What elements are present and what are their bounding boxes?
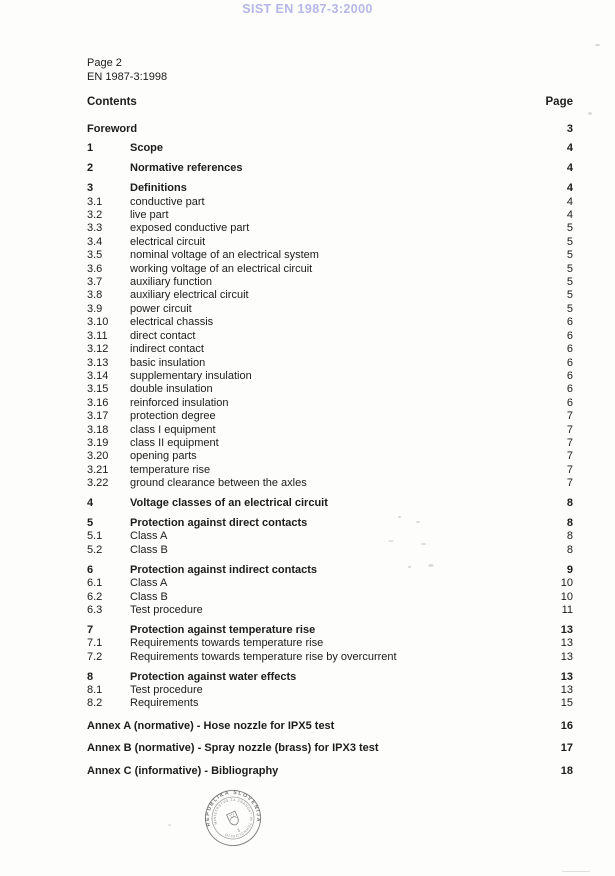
toc-entry-number: 3.19 (87, 436, 109, 449)
toc-entry-title: working voltage of an electrical circuit (130, 262, 313, 275)
toc-entry-page: 7 (566, 463, 573, 476)
toc-entry-page: 5 (566, 276, 573, 289)
toc-row (87, 289, 573, 302)
toc-entry-number: 3.11 (87, 329, 108, 342)
toc-row (87, 637, 573, 650)
toc-row (87, 182, 573, 195)
toc-row (87, 410, 573, 423)
toc-entry-number: 3.1 (87, 195, 103, 208)
toc-entry-title: Requirements (130, 697, 199, 710)
toc-entry-page: 6 (566, 343, 573, 356)
toc-entry-number: 7.2 (87, 650, 103, 663)
toc-entry-number: 6.1 (87, 577, 103, 590)
toc-entry-page: 4 (566, 209, 573, 222)
scan-artifact (168, 824, 171, 826)
toc-entry-page: 4 (566, 142, 573, 155)
toc-entry-title: Normative references (130, 162, 243, 175)
page-column-label: Page (545, 96, 573, 108)
toc-entry-title: basic insulation (130, 356, 206, 369)
toc-row (87, 604, 573, 617)
toc-row (87, 236, 573, 249)
toc-entry-title: ground clearance between the axles (130, 477, 307, 490)
toc-entry-page: 5 (566, 249, 573, 262)
toc-entry-page: 8 (566, 530, 573, 543)
toc-entry-page: 11 (561, 603, 573, 616)
stamp-inner-text: MINISTRSTVO ZA ZNANOST IN TEHNOLOGIJO (212, 797, 254, 839)
page-info-block (87, 57, 167, 84)
scan-artifact (562, 871, 590, 872)
toc-entry-title: double insulation (130, 383, 213, 396)
toc-row (87, 249, 573, 262)
toc-entry-title: Class A (130, 577, 168, 590)
toc-entry-title: reinforced insulation (130, 396, 229, 409)
scan-artifact (428, 564, 434, 567)
toc-row (87, 742, 573, 755)
toc-entry-number: 3.15 (87, 383, 109, 396)
toc-entry-number: 7.1 (87, 637, 103, 650)
toc-entry-title: class I equipment (130, 423, 216, 436)
toc-row (87, 530, 573, 543)
toc-entry-title: Protection against indirect contacts (130, 563, 318, 576)
toc-entry-title: Foreword (87, 122, 138, 135)
stamp-outer-text: REPUBLIKA SLOVENIJA (204, 789, 262, 827)
toc-row (87, 624, 573, 637)
toc-entry-title: Class B (130, 543, 168, 556)
toc-row (87, 564, 573, 577)
stamp-number: 3 (236, 827, 241, 834)
toc-entry-title: conductive part (130, 195, 205, 208)
watermark-reference: SIST EN 1987-3:2000 (242, 2, 373, 16)
toc-entry-page: 15 (560, 697, 573, 710)
toc-row (87, 123, 573, 136)
toc-entry-title: Protection against temperature rise (130, 623, 316, 636)
toc-entry-page: 7 (566, 477, 573, 490)
toc-entry-page: 6 (566, 383, 573, 396)
toc-entry-title: Test procedure (130, 603, 203, 616)
toc-entry-number: 3.13 (87, 356, 109, 369)
toc-entry-title: direct contact (130, 329, 196, 342)
toc-entry-title: supplementary insulation (130, 369, 252, 382)
toc-entry-number: 3.8 (87, 289, 103, 302)
toc-entry-title: electrical circuit (130, 235, 206, 248)
toc-entry-page: 8 (566, 497, 573, 510)
toc-entry-title: Test procedure (130, 683, 203, 696)
toc-entry-page: 16 (560, 719, 573, 732)
toc-entry-page: 13 (560, 650, 573, 663)
toc-row (87, 276, 573, 289)
toc-row (87, 517, 573, 530)
toc-entry-number: 6 (87, 563, 94, 576)
toc-entry-title: indirect contact (130, 343, 204, 356)
scan-artifact (595, 44, 600, 46)
toc-entry-title: Annex B (normative) - Spray nozzle (brass) for IPX3 test (87, 742, 379, 755)
toc-entry-number: 4 (87, 497, 94, 510)
toc-entry-page: 6 (566, 356, 573, 369)
toc-entry-page: 13 (560, 683, 573, 696)
toc-entry-title: Class B (130, 590, 168, 603)
toc-entry-page: 5 (566, 289, 573, 302)
toc-entry-title: class II equipment (130, 436, 219, 449)
toc-entry-page: 4 (566, 162, 573, 175)
scan-artifact (388, 540, 394, 542)
toc-entry-number: 3.16 (87, 396, 109, 409)
toc-row (87, 477, 573, 490)
toc-row (87, 697, 573, 710)
toc-entry-number: 3.4 (87, 235, 103, 248)
toc-entry-number: 3.12 (87, 343, 109, 356)
toc-entry-number: 5 (87, 516, 94, 529)
toc-row (87, 142, 573, 155)
toc-row (87, 196, 573, 209)
toc-entry-page: 3 (566, 122, 573, 135)
toc-entry-page: 13 (560, 637, 573, 650)
toc-entry-page: 5 (566, 262, 573, 275)
toc-entry-title: Voltage classes of an electrical circuit (130, 497, 328, 510)
toc-entry-page: 5 (566, 222, 573, 235)
toc-entry-page: 13 (560, 670, 573, 683)
toc-entry-number: 5.1 (87, 530, 103, 543)
toc-entry-number: 5.2 (87, 543, 103, 556)
toc-entry-page: 18 (560, 764, 573, 777)
official-stamp (191, 776, 275, 860)
toc-entry-number: 2 (87, 162, 94, 175)
toc-row (87, 303, 573, 316)
toc-entry-title: auxiliary function (130, 276, 212, 289)
toc-entry-number: 3.14 (87, 369, 109, 382)
toc-row (87, 544, 573, 557)
toc-row (87, 720, 573, 733)
toc-entry-title: Requirements towards temperature rise by overcurrent (130, 650, 397, 663)
toc-entry-title: Protection against water effects (130, 670, 297, 683)
toc-entry-number: 3 (87, 182, 94, 195)
toc-row (87, 464, 573, 477)
toc-entry-page: 5 (566, 235, 573, 248)
toc-row (87, 684, 573, 697)
toc-entry-number: 8.2 (87, 697, 103, 710)
toc-row (87, 450, 573, 463)
toc-row (87, 497, 573, 510)
toc-list (87, 116, 573, 778)
toc-row (87, 343, 573, 356)
toc-entry-number: 3.3 (87, 222, 103, 235)
toc-row (87, 577, 573, 590)
toc-row (87, 591, 573, 604)
toc-entry-number: 1 (87, 142, 94, 155)
scan-artifact (398, 516, 401, 518)
toc-entry-number: 3.20 (87, 450, 109, 463)
toc-entry-number: 3.22 (87, 477, 109, 490)
toc-entry-page: 6 (566, 396, 573, 409)
toc-row (87, 424, 573, 437)
toc-entry-page: 13 (560, 623, 573, 636)
toc-row (87, 357, 573, 370)
toc-entry-number: 8.1 (87, 683, 103, 696)
toc-entry-number: 3.2 (87, 209, 103, 222)
contents-header (87, 96, 573, 108)
toc-row (87, 209, 573, 222)
toc-entry-number: 3.18 (87, 423, 109, 436)
toc-entry-number: 6.2 (87, 590, 103, 603)
toc-row (87, 370, 573, 383)
toc-entry-page: 8 (566, 543, 573, 556)
toc-row (87, 222, 573, 235)
toc-entry-title: exposed conductive part (130, 222, 250, 235)
toc-entry-number: 3.5 (87, 249, 103, 262)
toc-entry-title: temperature rise (130, 463, 211, 476)
toc-row (87, 263, 573, 276)
toc-entry-number: 6.3 (87, 603, 103, 616)
toc-entry-number: 3.17 (87, 410, 109, 423)
scan-artifact (416, 521, 420, 523)
toc-entry-number: 8 (87, 670, 94, 683)
toc-row (87, 437, 573, 450)
toc-entry-title: Scope (130, 142, 164, 155)
scan-artifact (421, 543, 426, 545)
toc-entry-title: power circuit (130, 302, 192, 315)
scan-artifact (408, 566, 411, 568)
toc-entry-page: 7 (566, 450, 573, 463)
page-number-line: Page 2 (87, 57, 122, 69)
toc-entry-title: nominal voltage of an electrical system (130, 249, 319, 262)
toc-entry-title: Annex A (normative) - Hose nozzle for IPX5 test (87, 719, 335, 732)
toc-entry-page: 7 (566, 436, 573, 449)
toc-entry-page: 7 (566, 423, 573, 436)
toc-entry-page: 10 (560, 577, 573, 590)
toc-entry-page: 10 (560, 590, 573, 603)
contents-title: Contents (87, 96, 137, 108)
toc-entry-title: opening parts (130, 450, 197, 463)
toc-entry-number: 3.9 (87, 302, 103, 315)
toc-row (87, 651, 573, 664)
toc-entry-title: Class A (130, 530, 168, 543)
toc-entry-title: Protection against direct contacts (130, 516, 308, 529)
toc-entry-title: electrical chassis (130, 316, 214, 329)
toc-entry-number: 3.6 (87, 262, 103, 275)
toc-entry-page: 6 (566, 369, 573, 382)
stamp-coat-of-arms-icon (227, 811, 241, 827)
toc-row (87, 162, 573, 175)
stamp-seal-icon (191, 776, 275, 860)
toc-entry-number: 7 (87, 623, 94, 636)
toc-row (87, 330, 573, 343)
toc-row (87, 671, 573, 684)
document-number-line: EN 1987-3:1998 (87, 70, 168, 83)
toc-entry-page: 6 (566, 329, 573, 342)
toc-entry-page: 17 (560, 742, 573, 755)
toc-entry-page: 8 (566, 516, 573, 529)
toc-entry-title: Definitions (130, 182, 187, 195)
toc-entry-page: 7 (566, 410, 573, 423)
toc-entry-page: 4 (566, 182, 573, 195)
toc-entry-page: 6 (566, 316, 573, 329)
toc-row (87, 765, 573, 778)
toc-entry-title: live part (130, 209, 169, 222)
toc-entry-page: 4 (566, 195, 573, 208)
toc-entry-number: 3.21 (87, 463, 109, 476)
toc-entry-page: 5 (566, 302, 573, 315)
toc-entry-title: protection degree (130, 410, 216, 423)
toc-entry-number: 3.10 (87, 316, 109, 329)
toc-entry-number: 3.7 (87, 276, 103, 289)
toc-entry-title: auxiliary electrical circuit (130, 289, 249, 302)
toc-row (87, 316, 573, 329)
toc-row (87, 383, 573, 396)
toc-row (87, 397, 573, 410)
scan-artifact (588, 112, 592, 115)
toc-entry-title: Requirements towards temperature rise (130, 637, 324, 650)
toc-entry-page: 9 (566, 563, 573, 576)
toc-entry-title: Annex C (informative) - Bibliography (87, 764, 279, 777)
